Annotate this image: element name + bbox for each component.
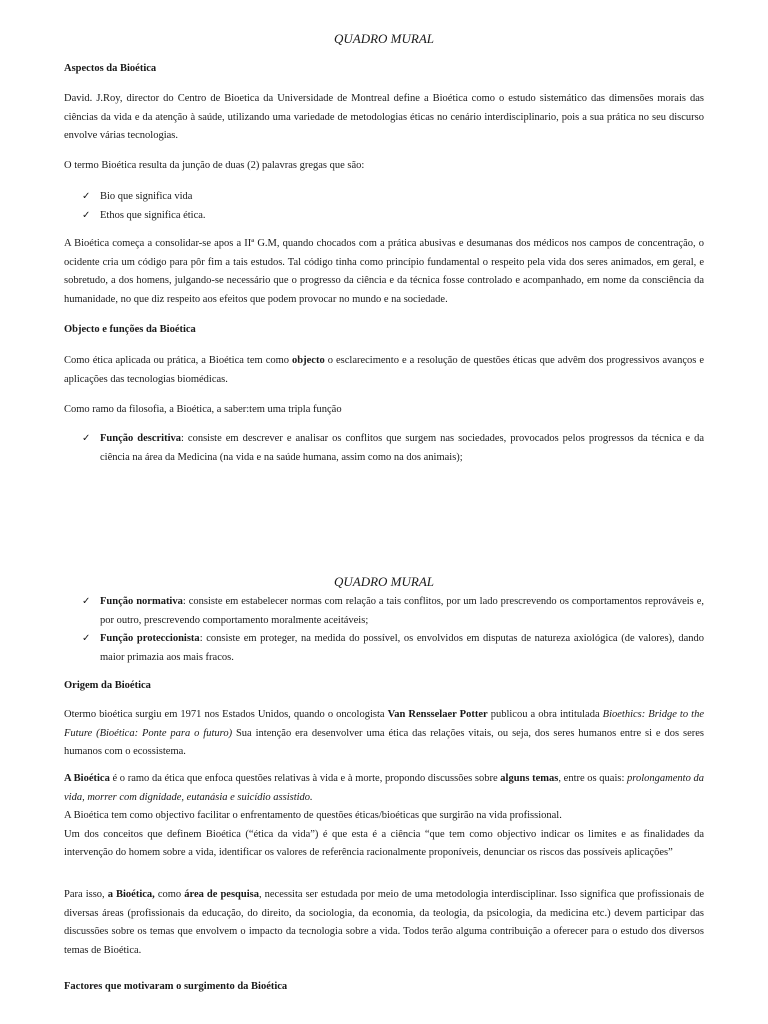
bold-term: alguns temas	[500, 773, 559, 784]
check-icon: ✓	[82, 433, 91, 444]
bold-term: Van Rensselaer Potter	[387, 709, 488, 720]
list-item-text	[100, 430, 704, 467]
paragraph-text: O termo Bioética resulta da junção de duas (2) palavras gregas que são:	[64, 160, 365, 171]
paragraph-bioetica-block	[64, 770, 704, 863]
paragraph-text	[64, 352, 704, 389]
list-item-text	[100, 593, 704, 630]
paragraph-roy	[64, 90, 704, 146]
bold-term: objecto	[292, 355, 325, 366]
text-run: como	[154, 889, 185, 900]
section-heading: Factores que motivaram o surgimento da Bioética	[64, 981, 288, 992]
list-item-text: Ethos que significa ética.	[100, 209, 206, 221]
check-icon: ✓	[82, 191, 91, 202]
section-heading: Aspectos da Bioética	[64, 63, 157, 74]
paragraph-etica	[64, 352, 704, 389]
list-item-text	[100, 630, 704, 667]
text-run: : consiste em estabelecer normas com relação a tais conflitos, por um lado prescrevendo os comportamentos reprováveis e, por outro, prescrevendo comportamento moralmente aceitáveis;	[100, 596, 704, 626]
list-item	[82, 593, 704, 630]
text-run: publicou a obra intitulada	[487, 709, 603, 720]
paragraph-text	[64, 706, 704, 762]
page-title-1: QUADRO MURAL	[333, 31, 434, 46]
text-run: , entre os quais:	[558, 773, 628, 784]
italic-run: prolongamento da vida, morrer com dignidade, eutanásia e suicídio assistido.	[64, 773, 704, 803]
functions-list-2	[82, 593, 704, 667]
text-run: Sua intenção era desenvolver uma ética das relações vitais, ou seja, dos seres humanos entre si e dos seres humanos com o ecossistema.	[64, 727, 704, 757]
heading-objecto	[64, 324, 704, 335]
text-run: o esclarecimento e a resolução de questões éticas que advêm dos progressivos avanços e aplicações das tecnologias biomédicas.	[64, 355, 705, 385]
list-item	[82, 207, 704, 226]
list-item-text: Bio que significa vida	[100, 191, 193, 202]
paragraph-termo	[64, 157, 704, 176]
text-run: Para isso,	[64, 889, 108, 900]
list-item	[82, 188, 704, 207]
bold-term: Função proteccionista	[100, 633, 200, 644]
functions-list-1	[82, 430, 704, 467]
list-item	[82, 430, 704, 467]
paragraph-text: Como ramo da filosofia, a Bioética, a saber:tem uma tripla função	[64, 404, 342, 415]
paragraph-text: A Bioética começa a consolidar-se apos a IIª G.M, quando chocados com a prática abusivas e desumanas dos médicos nos campos de concentração, o ocidente cria um código para pôr fim a tais estudos. Tal código tinha como princípio fundamental o respeito pela vida dos seres animados, em geral, e sobretudo, a dos homens, julgando-se necessário que o progresso da ciência e da técnica fosse controlado e acompanhado, em nome da consciência da humanidade, no que diz respeito aos efeitos que podem provocar no mundo e na sociedade.	[64, 238, 704, 305]
page-title-2: QUADRO MURAL	[333, 574, 434, 589]
text-run: Otermo bioética surgiu em 1971 nos Estados Unidos, quando o oncologista	[64, 709, 388, 720]
section-heading: Origem da Bioética	[64, 680, 151, 691]
section-heading: Objecto e funções da Bioética	[64, 324, 196, 335]
paragraph-text	[64, 886, 704, 960]
text-run: , necessita ser estudada por meio de uma metodologia interdisciplinar. Isso significa que profissionais de diversas áreas (profissionais da educação, do direito, da sociologia, da economia, da teologia, da psicologia, da medicina etc.) devem participar das discussões sobre os temas que envolvem o impacto da tecnologia sobre a vida. Todos terão alguma contribuição a oferecer para o estudo dos diversos temas de Bioética.	[64, 889, 705, 956]
heading-aspectos	[64, 63, 704, 74]
paragraph-text	[64, 770, 704, 807]
bold-term: a Bioética,	[107, 889, 155, 900]
paragraph-text: Um dos conceitos que definem Bioética (“ética da vida”) é que esta é a ciência “que tem como objectivo indicar os limites e as finalidades da intervenção do homem sobre a vida, identificar os valores de referência racionalmente proponíveis, denunciar os riscos das possíveis aplicações”	[64, 828, 704, 858]
italic-title: Bioethics: Bridge to the Future (Bioética: Ponte para o futuro)	[64, 709, 704, 739]
greek-words-list	[82, 188, 704, 225]
text-run: Como ética aplicada ou prática, a Bioética tem como	[64, 355, 293, 366]
bold-term: Função descritiva	[100, 433, 181, 444]
paragraph-text: A Bioética tem como objectivo facilitar o enfrentamento de questões éticas/bioéticas que surgirão na vida profissional.	[64, 810, 562, 821]
text-run: é o ramo da ética que enfoca questões relativas à vida e à morte, propondo discussões sobre	[109, 773, 501, 784]
list-item	[82, 630, 704, 667]
text-run: : consiste em descrever e analisar os conflitos que surgem nas sociedades, provocados pelos progressos da técnica e da ciência na área da Medicina (na vida e na saúde humana, assim como na dos animais);	[100, 433, 704, 463]
paragraph-text: David. J.Roy, director do Centro de Bioetica da Universidade de Montreal define a Bioética como o estudo sistemático das dimensões morais das ciências da vida e da atenção à saúde, utilizando uma variedade de metodologias éticas no cenário interdisciplinario, pois a sua prática no seu discurso envolve várias tecnologias.	[64, 93, 704, 141]
check-icon: ✓	[82, 209, 91, 221]
bold-term: A Bioética	[64, 773, 110, 784]
bold-term: área de pesquisa	[184, 889, 259, 900]
check-icon: ✓	[82, 596, 91, 607]
heading-origem	[64, 680, 704, 691]
paragraph-ramo	[64, 401, 704, 420]
paragraph-isso	[64, 886, 704, 960]
paragraph-consolidar	[64, 235, 704, 309]
text-run: : consiste em proteger, na medida do possível, os envolvidos em disputas de natureza axiológica (de valores), dando maior primazia aos mais fracos.	[100, 633, 704, 663]
paragraph-origem	[64, 706, 704, 762]
bold-term: Função normativa	[100, 596, 183, 607]
check-icon: ✓	[82, 633, 91, 644]
heading-factores	[64, 981, 704, 992]
